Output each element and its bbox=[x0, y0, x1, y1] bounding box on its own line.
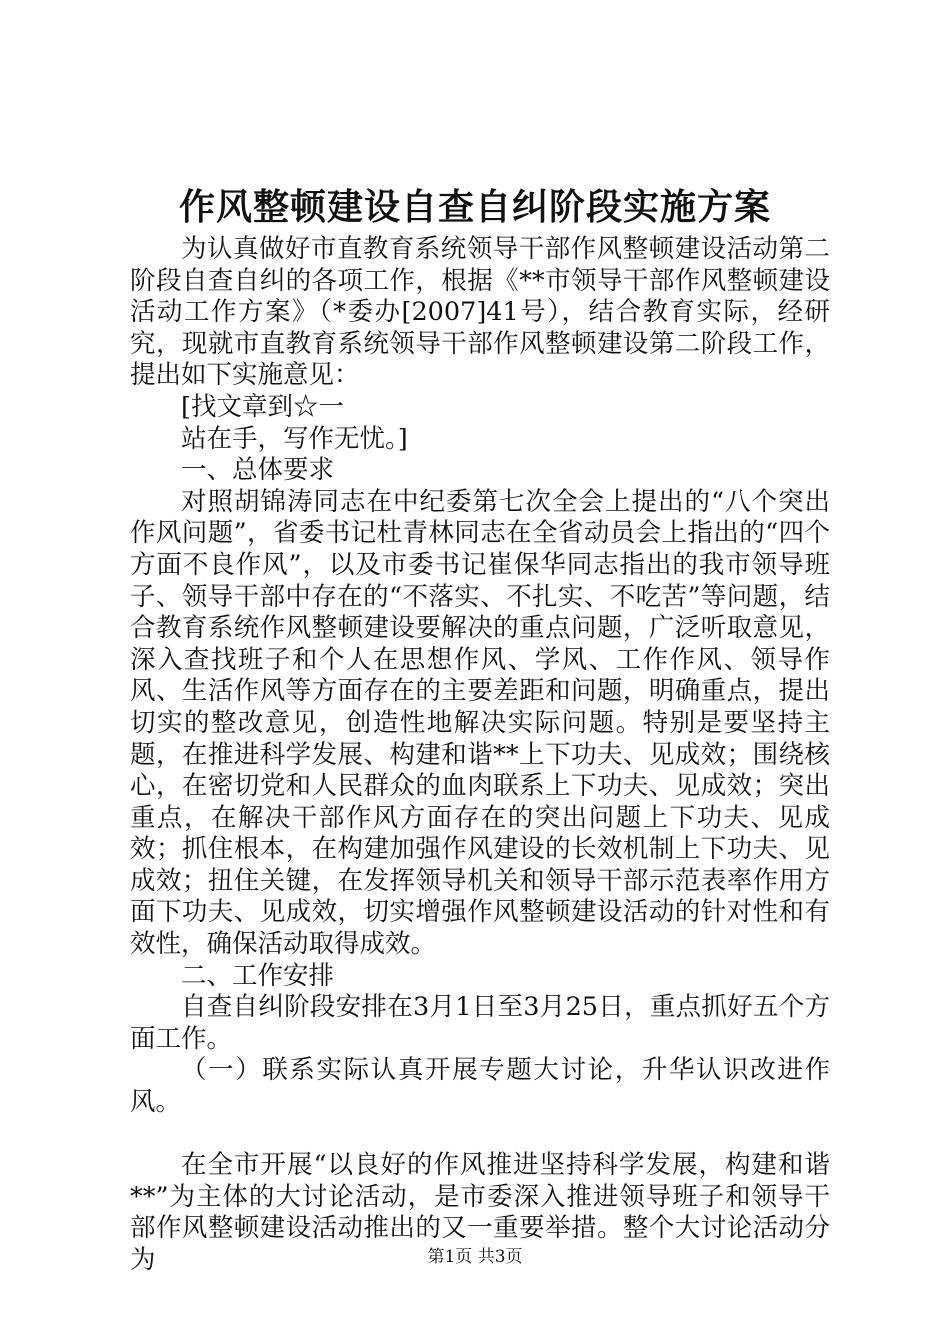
subsection-heading-1: （一）联系实际认真开展专题大讨论，升华认识改进作风。 bbox=[130, 1055, 830, 1118]
bracket-note-line-1: [找文章到☆一 bbox=[181, 391, 344, 422]
section-heading-1: 一、总体要求 bbox=[181, 455, 335, 486]
section-heading-2: 二、工作安排 bbox=[181, 960, 335, 991]
schedule-paragraph: 自查自纠阶段安排在3月1日至3月25日，重点抓好五个方面工作。 bbox=[130, 992, 830, 1054]
discussion-paragraph: 在全市开展“以良好的作风推进坚持科学发展，构建和谐**”为主体的大讨论活动，是市委深入推进领导班子和领导干部作风整顿建设活动推出的又一重要举措。整个大讨论活动分为 bbox=[130, 1150, 830, 1275]
intro-paragraph: 为认真做好市直教育系统领导干部作风整顿建设活动第二阶段自查自纠的各项工作，根据《**市领导干部作风整顿建设活动工作方案》（*委办[2007]41号），结合教育实际，经研究，现就市直教育系统领导干部作风整顿建设第二阶段工作，提出如下实施意见： bbox=[130, 234, 830, 391]
document-title: 作风整顿建设自查自纠阶段实施方案 bbox=[178, 186, 771, 228]
requirements-paragraph: 对照胡锦涛同志在中纪委第七次全会上提出的“八个突出作风问题”，省委书记杜青林同志在全省动员会上指出的“四个方面不良作风”，以及市委书记崔保华同志指出的我市领导班子、领导干部中存在的“不落实、不扎实、不吃苦”等问题，结合教育系统作风整顿建设要解决的重点问题，广泛听取意见，深入查找班子和个人在思想作风、学风、工作作风、领导作风、生活作风等方面存在的主要差距和问题，明确重点，提出切实的整改意见，创造性地解决实际问题。特别是要坚持主题，在推进科学发展、构建和谐**上下功夫、见成效；围绕核心，在密切党和人民群众的血肉联系上下功夫、见成效；突出重点，在解决干部作风方面存在的突出问题上下功夫、见成效；抓住根本，在构建加强作风建设的长效机制上下功夫、见成效；扭住关键，在发挥领导机关和领导干部示范表率作用方面下功夫、见成效，切实增强作风整顿建设活动的针对性和有效性，确保活动取得成效。 bbox=[130, 486, 830, 960]
page-footer: 第1页 共3页 bbox=[427, 1247, 523, 1267]
bracket-note-line-2: 站在手，写作无忧。] bbox=[181, 423, 408, 454]
document-body bbox=[130, 234, 830, 1277]
